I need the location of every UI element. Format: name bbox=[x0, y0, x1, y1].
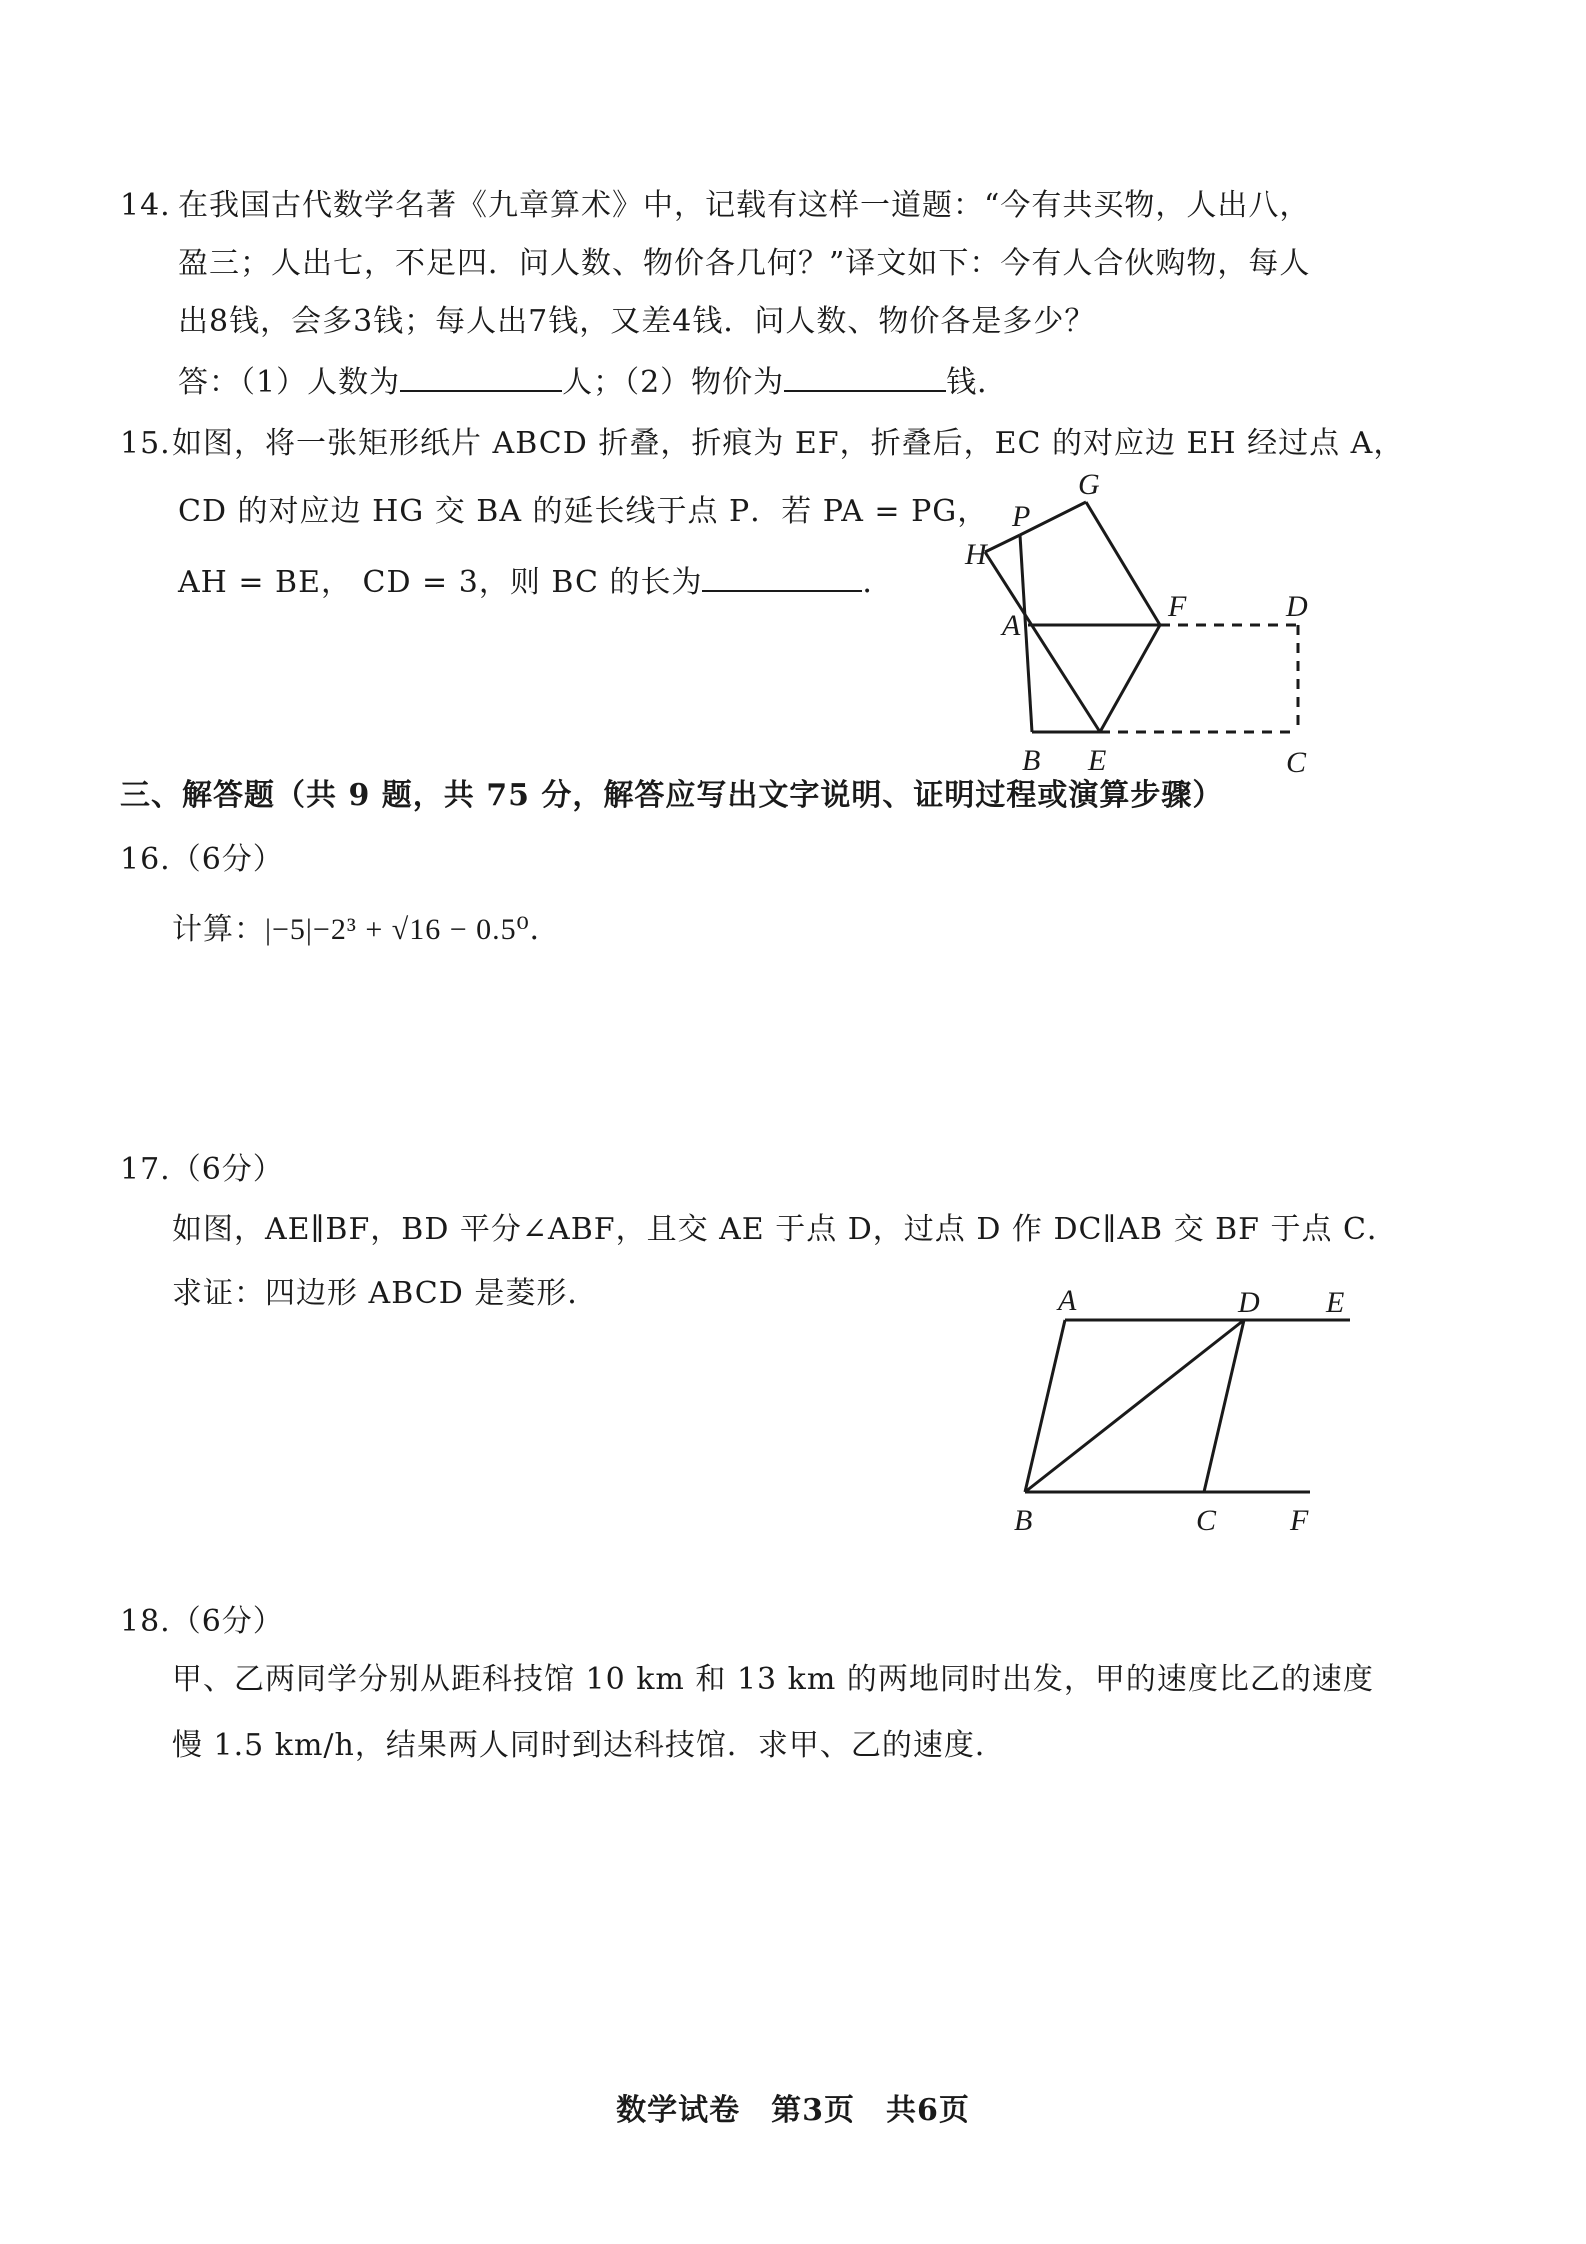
q16-number: 16.（6分） bbox=[120, 842, 284, 877]
q15-line3-suffix: ． bbox=[862, 565, 894, 600]
q14-line3: 出8钱，会多3钱；每人出7钱，又差4钱．问人数、物价各是多少？ bbox=[178, 304, 1096, 339]
q15-label-F: F bbox=[1168, 590, 1187, 623]
q18-number: 18.（6分） bbox=[120, 1604, 284, 1639]
q14-line1: 在我国古代数学名著《九章算术》中，记载有这样一道题：“今有共买物，人出八， bbox=[178, 188, 1311, 223]
page-footer: 数学试卷 第3页 共6页 bbox=[616, 2093, 970, 2128]
q15-line1: 如图，将一张矩形纸片 ABCD 折叠，折痕为 EF，折叠后，EC 的对应边 EH 经过点 A， bbox=[172, 426, 1405, 461]
q15-label-P: P bbox=[1012, 500, 1031, 533]
q15-edge-GF bbox=[1086, 502, 1160, 625]
q15-label-C: C bbox=[1286, 746, 1307, 779]
q15-line3-prefix: AH = BE， CD = 3，则 BC 的长为 bbox=[178, 565, 703, 600]
q17-number: 17.（6分） bbox=[120, 1152, 284, 1187]
section3-title: 三、解答题（共 9 题，共 75 分，解答应写出文字说明、证明过程或演算步骤） bbox=[120, 778, 1224, 813]
q15-edge-FE bbox=[1100, 625, 1160, 732]
q17-label-B: B bbox=[1014, 1504, 1033, 1537]
q14-answer-blank-1[interactable] bbox=[400, 360, 562, 392]
q15-edge-PB bbox=[1020, 535, 1032, 732]
q14-line2: 盈三；人出七，不足四．问人数、物价各几何？”译文如下：今有人合伙购物，每人 bbox=[178, 246, 1311, 281]
q15-edge-HP bbox=[985, 535, 1020, 552]
q17-label-D: D bbox=[1238, 1286, 1260, 1319]
q15-edge-HE bbox=[985, 552, 1100, 732]
q15-answer-blank[interactable] bbox=[702, 560, 862, 592]
q17-line2: 求证：四边形 ABCD 是菱形． bbox=[172, 1276, 599, 1311]
q17-label-A: A bbox=[1058, 1284, 1077, 1317]
q14-answer-prefix: 答：（1）人数为 bbox=[178, 365, 401, 400]
q17-label-C: C bbox=[1196, 1504, 1217, 1537]
q15-label-B: B bbox=[1022, 744, 1041, 777]
q15-figure bbox=[960, 468, 1320, 780]
q16-expr: |−5|−2³ + √16 − 0.5⁰． bbox=[265, 913, 561, 946]
q16-expression bbox=[172, 910, 561, 950]
q14-answer bbox=[178, 360, 1008, 403]
q16-calc-prefix: 计算： bbox=[172, 912, 265, 947]
q15-line2: CD 的对应边 HG 交 BA 的延长线于点 P．若 PA = PG， bbox=[178, 494, 989, 529]
q15-label-E: E bbox=[1088, 744, 1107, 777]
q15-label-A: A bbox=[1002, 609, 1021, 642]
q15-label-D: D bbox=[1286, 590, 1308, 623]
q15-line3 bbox=[178, 560, 893, 603]
q18-line2: 慢 1.5 km/h，结果两人同时到达科技馆．求甲、乙的速度． bbox=[172, 1728, 1006, 1763]
q17-line1: 如图，AE∥BF，BD 平分∠ABF，且交 AE 于点 D，过点 D 作 DC∥AB 交 BF 于点 C． bbox=[172, 1212, 1399, 1247]
q15-label-H: H bbox=[965, 538, 987, 571]
q15-number: 15. bbox=[120, 426, 171, 461]
q14-number: 14. bbox=[120, 188, 171, 223]
q14-answer-blank-2[interactable] bbox=[784, 360, 946, 392]
q17-label-F: F bbox=[1290, 1504, 1309, 1537]
q17-label-E: E bbox=[1326, 1286, 1345, 1319]
q17-figure bbox=[1010, 1280, 1370, 1540]
q18-line1: 甲、乙两同学分别从距科技馆 10 km 和 13 km 的两地同时出发，甲的速度比乙的速度 bbox=[172, 1662, 1374, 1697]
q14-answer-mid: 人；（2）物价为 bbox=[562, 365, 785, 400]
q15-label-G: G bbox=[1078, 468, 1100, 501]
q14-answer-suffix: 钱． bbox=[946, 365, 1009, 400]
